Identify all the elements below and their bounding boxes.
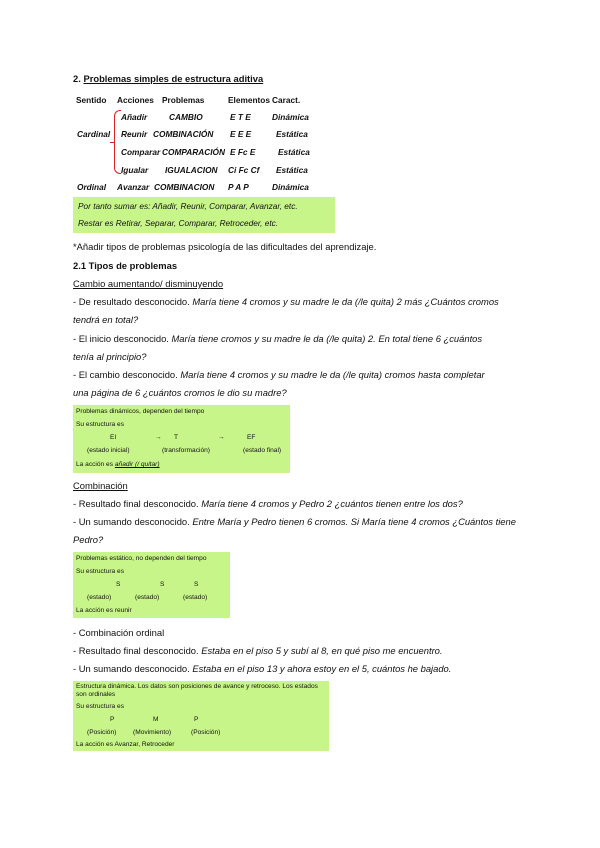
- box-accion: [76, 461, 160, 468]
- row-elementos: E E E: [230, 129, 252, 139]
- row-elementos: E Fc E: [230, 147, 256, 157]
- symbol-s: S: [160, 581, 165, 588]
- item-example: María tiene 4 cromos y su madre le da (/le quita) 2 más ¿Cuántos cromos: [192, 296, 499, 307]
- row-caract: Dinámica: [272, 112, 309, 122]
- symbol-ei: EI: [110, 434, 117, 441]
- box-line-2: Su estructura es: [76, 703, 125, 710]
- row-elementos: P A P: [228, 182, 249, 192]
- ordinal-item: [73, 645, 443, 656]
- cardinal-label: Cardinal: [77, 129, 111, 139]
- header-sentido: Sentido: [76, 95, 107, 105]
- item-example: María tiene 4 cromos y Pedro 2 ¿cuántos tienen entre los dos?: [201, 498, 463, 509]
- header-elementos: Elementos: [228, 95, 270, 105]
- section-title-text: Problemas simples de estructura aditiva: [83, 73, 264, 84]
- row-elementos: E T E: [230, 112, 251, 122]
- row-accion: Añadir: [121, 112, 148, 122]
- caption: (Posición): [191, 729, 221, 736]
- item-example-cont: Pedro?: [73, 534, 104, 545]
- red-brace-tip: [110, 136, 115, 143]
- note-line-2: Restar es Retirar, Separar, Comparar, Retroceder, etc.: [78, 218, 279, 228]
- combinacion-structure-box: [73, 552, 230, 618]
- caption: (estado): [183, 594, 208, 601]
- item-lead: - El inicio desconocido.: [73, 333, 172, 344]
- caption: (Posición): [87, 729, 117, 736]
- combinacion-item: [73, 516, 516, 527]
- row-problema: COMPARACIÓN: [162, 147, 225, 157]
- row-accion: Comparar: [121, 147, 161, 157]
- symbol-ef: EF: [247, 434, 256, 441]
- box-line-2: Su estructura es: [76, 568, 125, 575]
- box-line-1b: son ordinales: [76, 691, 116, 698]
- accion-prefix: La acción es: [76, 461, 115, 468]
- ordinal-heading: - Combinación ordinal: [73, 627, 165, 638]
- caption: (transformación): [162, 447, 211, 454]
- item-example-cont: tenía al principio?: [73, 351, 147, 362]
- item-lead: - Un sumando desconocido.: [73, 516, 193, 527]
- combinacion-item: [73, 498, 463, 509]
- row-caract: Estática: [278, 147, 310, 157]
- box-line-1: Problemas dinámicos, dependen del tiempo: [76, 408, 205, 415]
- box-line-1: Problemas estático, no dependen del tiempo: [76, 555, 207, 562]
- note-line-1: Por tanto sumar es: Añadir, Reunir, Comparar, Avanzar, etc.: [78, 201, 298, 211]
- symbol-s: S: [116, 581, 121, 588]
- item-lead: - Resultado final desconocido.: [73, 645, 202, 656]
- row-caract: Dinámica: [272, 182, 309, 192]
- combinacion-heading: Combinación: [73, 480, 128, 491]
- row-elementos: Ci Fc Cf: [228, 165, 260, 175]
- item-example-cont: tendrá en total?: [73, 314, 139, 325]
- row-problema: IGUALACION: [165, 165, 218, 175]
- row-problema: CAMBIO: [169, 112, 203, 122]
- section-title: [73, 73, 263, 84]
- item-lead: - De resultado desconocido.: [73, 296, 193, 307]
- caption: (estado inicial): [87, 447, 130, 454]
- box-line-1: Estructura dinámica. Los datos son posiciones de avance y retroceso. Los estados: [76, 683, 318, 690]
- item-example: María tiene cromos y su madre le da (/le quita) 2. En total tiene 6 ¿cuántos: [171, 333, 483, 344]
- section-number: 2.: [73, 73, 81, 84]
- header-caract: Caract.: [272, 95, 301, 105]
- box-accion: La acción es Avanzar, Retroceder: [76, 741, 175, 748]
- item-example: María tiene 4 cromos y su madre le da (/le quita) cromos hasta completar: [180, 369, 485, 380]
- arrow-icon: →: [218, 434, 225, 441]
- accion-value: añadir (/ quitar): [114, 461, 160, 468]
- red-brace: [114, 110, 121, 174]
- cambio-item: [73, 333, 482, 344]
- aside-note: *Añadir tipos de problemas psicología de las dificultades del aprendizaje.: [73, 241, 377, 252]
- item-example: Entre María y Pedro tienen 6 cromos. Si María tiene 4 cromos ¿Cuántos tiene: [192, 516, 516, 527]
- symbol-s: S: [194, 581, 199, 588]
- ordinal-structure-box: [73, 681, 329, 751]
- subsection-title: 2.1 Tipos de problemas: [73, 260, 178, 271]
- header-acciones: Acciones: [117, 95, 154, 105]
- cambio-item: [73, 369, 485, 380]
- item-lead: - Resultado final desconocido.: [73, 498, 202, 509]
- row-accion: Avanzar: [117, 182, 150, 192]
- symbol-p: P: [194, 716, 199, 723]
- item-example-cont: una página de 6 ¿cuántos cromos le dio su madre?: [73, 387, 287, 398]
- cambio-structure-box: [73, 405, 290, 473]
- item-lead: - Un sumando desconocido.: [73, 663, 193, 674]
- row-caract: Estática: [276, 129, 308, 139]
- box-line-2: Su estructura es: [76, 421, 125, 428]
- ordinal-label: Ordinal: [77, 182, 107, 192]
- item-lead: - El cambio desconocido.: [73, 369, 181, 380]
- item-example: Estaba en el piso 13 y ahora estoy en el 5, cuántos he bajado.: [192, 663, 452, 674]
- caption: (estado): [135, 594, 160, 601]
- row-accion: Reunir: [121, 129, 148, 139]
- row-caract: Estática: [276, 165, 308, 175]
- arrow-icon: →: [155, 434, 162, 441]
- cambio-heading: Cambio aumentando/ disminuyendo: [73, 278, 224, 289]
- header-problemas: Problemas: [162, 95, 205, 105]
- ordinal-item: [73, 663, 451, 674]
- item-example: Estaba en el piso 5 y subí al 8, en qué piso me encuentro.: [201, 645, 443, 656]
- symbol-p: P: [110, 716, 115, 723]
- caption: (Movimiento): [133, 729, 172, 736]
- row-problema: COMBINACIÓN: [153, 129, 214, 139]
- row-problema: COMBINACION: [154, 182, 215, 192]
- symbol-t: T: [174, 434, 179, 441]
- caption: (estado final): [243, 447, 282, 454]
- symbol-m: M: [153, 716, 159, 723]
- box-accion: La acción es reunir: [76, 607, 132, 614]
- row-accion: Igualar: [121, 165, 149, 175]
- cambio-item: [73, 296, 499, 307]
- caption: (estado): [87, 594, 112, 601]
- note-box: [73, 197, 335, 233]
